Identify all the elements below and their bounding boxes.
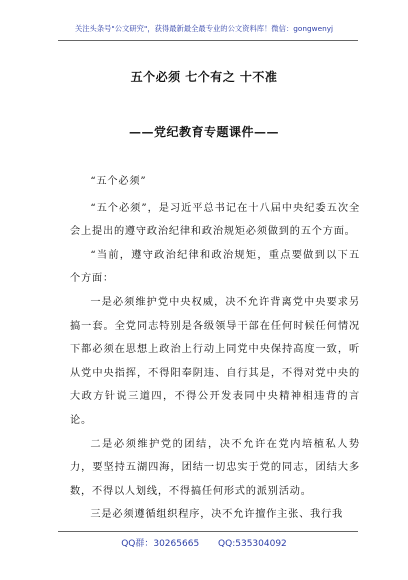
document-subtitle: ——党纪教育专题课件——	[128, 125, 279, 139]
document-title: 五个必须 七个有之 十不准	[130, 70, 278, 84]
footer-divider	[58, 531, 358, 532]
paragraph: “五个必须”	[90, 176, 147, 187]
paragraph: “五个必须”，是习近平总书记在十八届中央纪委五次全会上提出的遵守政治纪律和政治规矩必须做到的五个方面。	[70, 202, 360, 238]
footer-contacts	[0, 536, 408, 549]
paragraph: 三是必须遵循组织程序，决不允许擅作主张、我行我	[90, 509, 344, 521]
document-body	[70, 170, 360, 527]
paragraph: “当前，遵守政治纪律和政治规矩，重点要做到以下五个方面：	[70, 249, 360, 285]
header-divider	[58, 40, 358, 41]
qq-group: QQ群：30265665	[121, 539, 200, 549]
qq-number: QQ:535304092	[218, 539, 287, 549]
paragraph: 二是必须维护党的团结，决不允许在党内培植私人势力，要坚持五湖四海，团结一切忠实于党的同志，团结大多数，不得以人划线，不得搞任何形式的派别活动。	[70, 438, 360, 497]
paragraph: 一是必须维护党中央权威，决不允许背离党中央要求另搞一套。全党同志特别是各级领导干部在任何时候任何情况下都必须在思想上政治上行动上同党中央保持高度一致，听从党中央指挥，不得阳奉阴违、自行其是，不得对党中央的大政方针说三道四，不得公开发表同中央精神相违背的言论。	[70, 296, 360, 426]
header-banner: 关注头条号"公文研究"，获得最新最全最专业的公文资料库！微信：gongwenyj	[74, 24, 334, 33]
